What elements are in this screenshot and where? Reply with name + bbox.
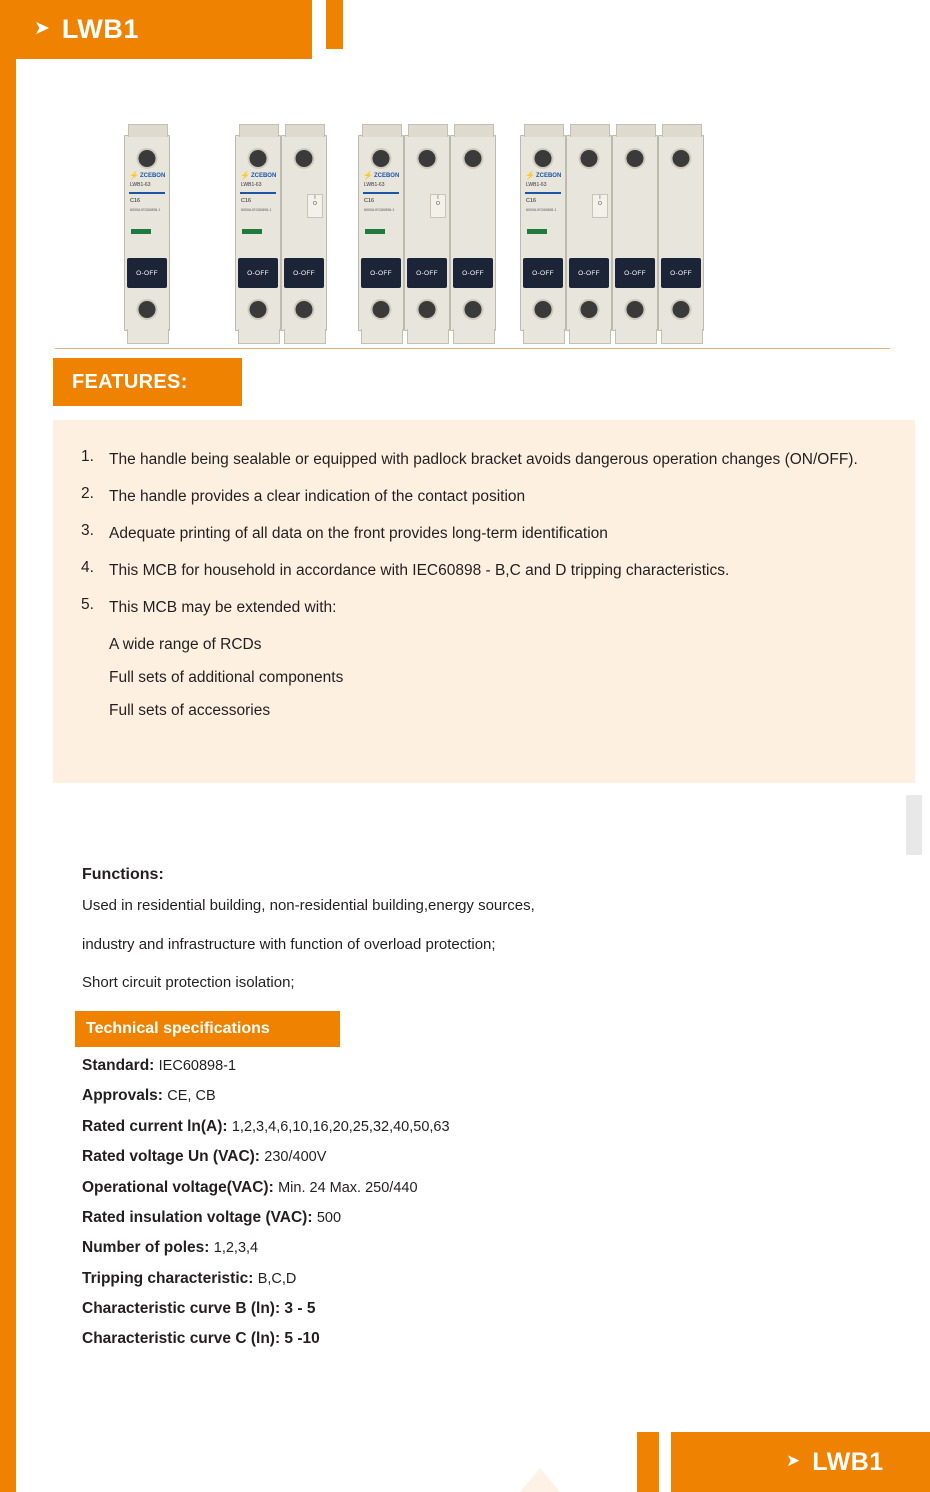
pole-bottom-cap [453, 329, 495, 344]
page-header [0, 0, 312, 59]
handle-label: O-OFF [462, 269, 484, 277]
pole-bottom-cap [407, 329, 449, 344]
handle-label: O-OFF [247, 269, 269, 277]
page-footer [671, 1432, 930, 1492]
breaker-handle [361, 258, 401, 288]
pole-top-cap [454, 124, 494, 137]
pole-top-cap [570, 124, 610, 137]
list-item-number: 2. [81, 485, 94, 503]
bolt-icon: ⚡ [525, 171, 535, 180]
rating-label: C16 [526, 198, 537, 204]
pole [124, 135, 170, 331]
spec-row [82, 1208, 882, 1227]
technical-spec-list [82, 1056, 882, 1360]
pole [281, 135, 327, 331]
spec-key: Operational voltage(VAC): [82, 1178, 274, 1196]
footer-title: LWB1 [812, 1447, 884, 1476]
breaker-handle [407, 258, 447, 288]
certification-print: 6000A IEC60898-1 [241, 208, 272, 212]
spec-key: Standard: [82, 1057, 155, 1074]
model-label: LWB1-63 [241, 182, 262, 188]
indicator-window: I O [430, 194, 446, 218]
list-item-number: 1. [81, 448, 94, 465]
functions-section [82, 866, 862, 1014]
features-subline: Full sets of accessories [109, 702, 271, 720]
terminal-screw-icon [671, 148, 692, 169]
list-item [53, 522, 915, 546]
terminal-screw-icon [625, 148, 646, 169]
handle-label: O-OFF [293, 269, 315, 277]
terminal-screw-icon [371, 148, 392, 169]
functions-line: industry and infrastructure with function of overload protection; [82, 935, 496, 953]
pole [450, 135, 496, 331]
pole-top-cap [662, 124, 702, 137]
terminal-screw-icon [371, 299, 392, 320]
arrow-right-icon: ➤ [34, 18, 50, 39]
list-item-number: 3. [81, 522, 94, 540]
pole-top-cap [616, 124, 656, 137]
spec-key: Rated insulation voltage (VAC): [82, 1208, 313, 1226]
functions-title: Functions: [82, 866, 164, 883]
blue-stripe [525, 192, 561, 194]
terminal-screw-icon [294, 299, 315, 320]
features-panel [53, 420, 915, 783]
list-item-text: This MCB for household in accordance with IEC60898 - B,C and D tripping characteristics. [109, 562, 730, 580]
list-item-text: The handle being sealable or equipped with padlock bracket avoids dangerous operation changes (ON/OFF). [109, 451, 858, 468]
pole-bottom-cap [523, 329, 565, 344]
spec-value: 230/400V [264, 1149, 327, 1166]
blue-stripe [240, 192, 276, 194]
pole-top-cap [408, 124, 448, 137]
terminal-screw-icon [533, 148, 554, 169]
page-title: LWB1 [61, 14, 139, 44]
spec-value: 1,2,3,4,6,10,16,20,25,32,40,50,63 [231, 1118, 450, 1135]
rating-label: C16 [241, 198, 252, 204]
functions-line: Short circuit protection isolation; [82, 974, 295, 991]
rating-label: C16 [364, 198, 375, 204]
green-indicator [131, 229, 151, 234]
footer-accent-block [637, 1432, 659, 1492]
left-accent-bar [0, 0, 16, 1492]
model-label: LWB1-63 [130, 182, 151, 188]
pole-bottom-cap [238, 329, 280, 344]
green-indicator [527, 229, 547, 234]
list-item [53, 448, 915, 472]
spec-row [82, 1269, 882, 1288]
pole-top-cap [362, 124, 402, 137]
pole-bottom-cap [661, 329, 703, 344]
terminal-screw-icon [579, 148, 600, 169]
pole-bottom-cap [127, 329, 169, 344]
breaker-handle [615, 258, 655, 288]
breaker-handle [284, 258, 324, 288]
breaker-handle [523, 258, 563, 288]
bolt-icon: ⚡ [240, 171, 250, 180]
breaker-handle [661, 258, 701, 288]
blue-stripe [363, 192, 399, 194]
terminal-screw-icon [417, 299, 438, 320]
terminal-screw-icon [579, 299, 600, 320]
features-subline: Full sets of additional components [109, 669, 344, 687]
pole-top-cap [239, 124, 279, 137]
spec-key: Number of poles: [82, 1239, 210, 1257]
green-indicator [242, 229, 262, 234]
spec-key: Rated voltage Un (VAC): [82, 1148, 260, 1166]
list-item [53, 596, 915, 620]
spec-row [82, 1178, 882, 1197]
breaker-1p [124, 135, 170, 331]
bolt-icon: ⚡ [129, 171, 139, 180]
breaker-handle [569, 258, 609, 288]
terminal-screw-icon [137, 148, 158, 169]
brand-logo: ⚡ ZCEBON [240, 171, 277, 180]
indicator-window: I O [307, 194, 323, 218]
pole [235, 135, 281, 331]
handle-label: O-OFF [416, 269, 438, 277]
breaker-handle [127, 258, 167, 288]
list-item-number: 4. [81, 559, 94, 577]
spec-key: Approvals: [82, 1087, 163, 1105]
breaker-2p [235, 135, 327, 331]
indicator-window: I O [592, 194, 608, 218]
brand-logo: ⚡ ZCEBON [129, 171, 166, 180]
pole [566, 135, 612, 331]
spec-value: 1,2,3,4 [213, 1240, 259, 1257]
bolt-icon: ⚡ [363, 171, 373, 180]
features-subline: A wide range of RCDs [109, 636, 262, 654]
spec-value: Min. 24 Max. 250/440 [278, 1179, 418, 1196]
features-heading [53, 358, 242, 406]
handle-label: O-OFF [532, 269, 554, 277]
spec-row [82, 1329, 882, 1348]
pole [404, 135, 450, 331]
product-image [100, 86, 740, 331]
section-divider [55, 348, 890, 349]
rating-label: C16 [130, 198, 141, 204]
list-item [53, 485, 915, 509]
features-heading-label: FEATURES: [72, 370, 188, 393]
breaker-handle [238, 258, 278, 288]
brand-logo: ⚡ ZCEBON [525, 171, 562, 180]
pole [520, 135, 566, 331]
arrow-right-icon: ➤ [786, 1451, 801, 1470]
spec-key: Tripping characteristic: [82, 1269, 254, 1287]
handle-label: O-OFF [624, 269, 646, 277]
brand-logo: ⚡ ZCEBON [363, 171, 400, 180]
pole-bottom-cap [361, 329, 403, 344]
model-label: LWB1-63 [364, 182, 385, 188]
technical-spec-heading-label: Technical specifications [86, 1020, 270, 1037]
breaker-4p [520, 135, 704, 331]
pole-bottom-cap [284, 329, 326, 344]
model-label: LWB1-63 [526, 182, 547, 188]
list-item-text: The handle provides a clear indication of the contact position [109, 488, 526, 506]
spec-row [82, 1238, 882, 1257]
terminal-screw-icon [294, 148, 315, 169]
terminal-screw-icon [463, 299, 484, 320]
list-item-text: Adequate printing of all data on the front provides long-term identification [109, 525, 608, 543]
page-edge-tab [906, 795, 922, 855]
spec-row [82, 1299, 882, 1318]
spec-key: Characteristic curve B (ln): 3 - 5 [82, 1300, 316, 1317]
spec-row [82, 1056, 882, 1075]
spec-row [82, 1147, 882, 1166]
functions-line: Used in residential building, non-residential building,energy sources, [82, 897, 535, 914]
pole-top-cap [285, 124, 325, 137]
pole-top-cap [128, 124, 168, 137]
pole [358, 135, 404, 331]
green-indicator [365, 229, 385, 234]
spec-key: Characteristic curve C (ln): 5 -10 [82, 1330, 320, 1348]
terminal-screw-icon [248, 299, 269, 320]
spec-value: IEC60898-1 [158, 1058, 237, 1074]
spec-value: CE, CB [167, 1088, 216, 1105]
spec-row [82, 1086, 882, 1105]
list-item-text: This MCB may be extended with: [109, 599, 337, 617]
spec-row [82, 1117, 882, 1136]
footer-watermark [520, 1468, 560, 1492]
spec-value: 500 [316, 1209, 342, 1226]
spec-value: B,C,D [257, 1270, 297, 1287]
handle-label: O-OFF [370, 269, 392, 277]
terminal-screw-icon [625, 299, 646, 320]
terminal-screw-icon [248, 148, 269, 169]
handle-label: O-OFF [670, 269, 692, 277]
terminal-screw-icon [671, 299, 692, 320]
pole-bottom-cap [569, 329, 611, 344]
pole [658, 135, 704, 331]
terminal-screw-icon [137, 299, 158, 320]
header-accent-tab [326, 0, 343, 49]
certification-print: 6000A IEC60898-1 [130, 208, 161, 212]
pole-top-cap [524, 124, 564, 137]
pole-bottom-cap [615, 329, 657, 344]
certification-print: 6000A IEC60898-1 [364, 208, 395, 212]
breaker-3p [358, 135, 496, 331]
features-list [53, 420, 915, 620]
terminal-screw-icon [533, 299, 554, 320]
certification-print: 6000A IEC60898-1 [526, 208, 557, 212]
technical-spec-heading [75, 1011, 340, 1047]
breaker-handle [453, 258, 493, 288]
blue-stripe [129, 192, 165, 194]
handle-label: O-OFF [136, 269, 158, 277]
handle-label: O-OFF [578, 269, 600, 277]
list-item [53, 559, 915, 583]
list-item-number: 5. [81, 596, 94, 614]
terminal-screw-icon [417, 148, 438, 169]
spec-key: Rated current ln(A): [82, 1117, 228, 1135]
terminal-screw-icon [463, 148, 484, 169]
pole [612, 135, 658, 331]
